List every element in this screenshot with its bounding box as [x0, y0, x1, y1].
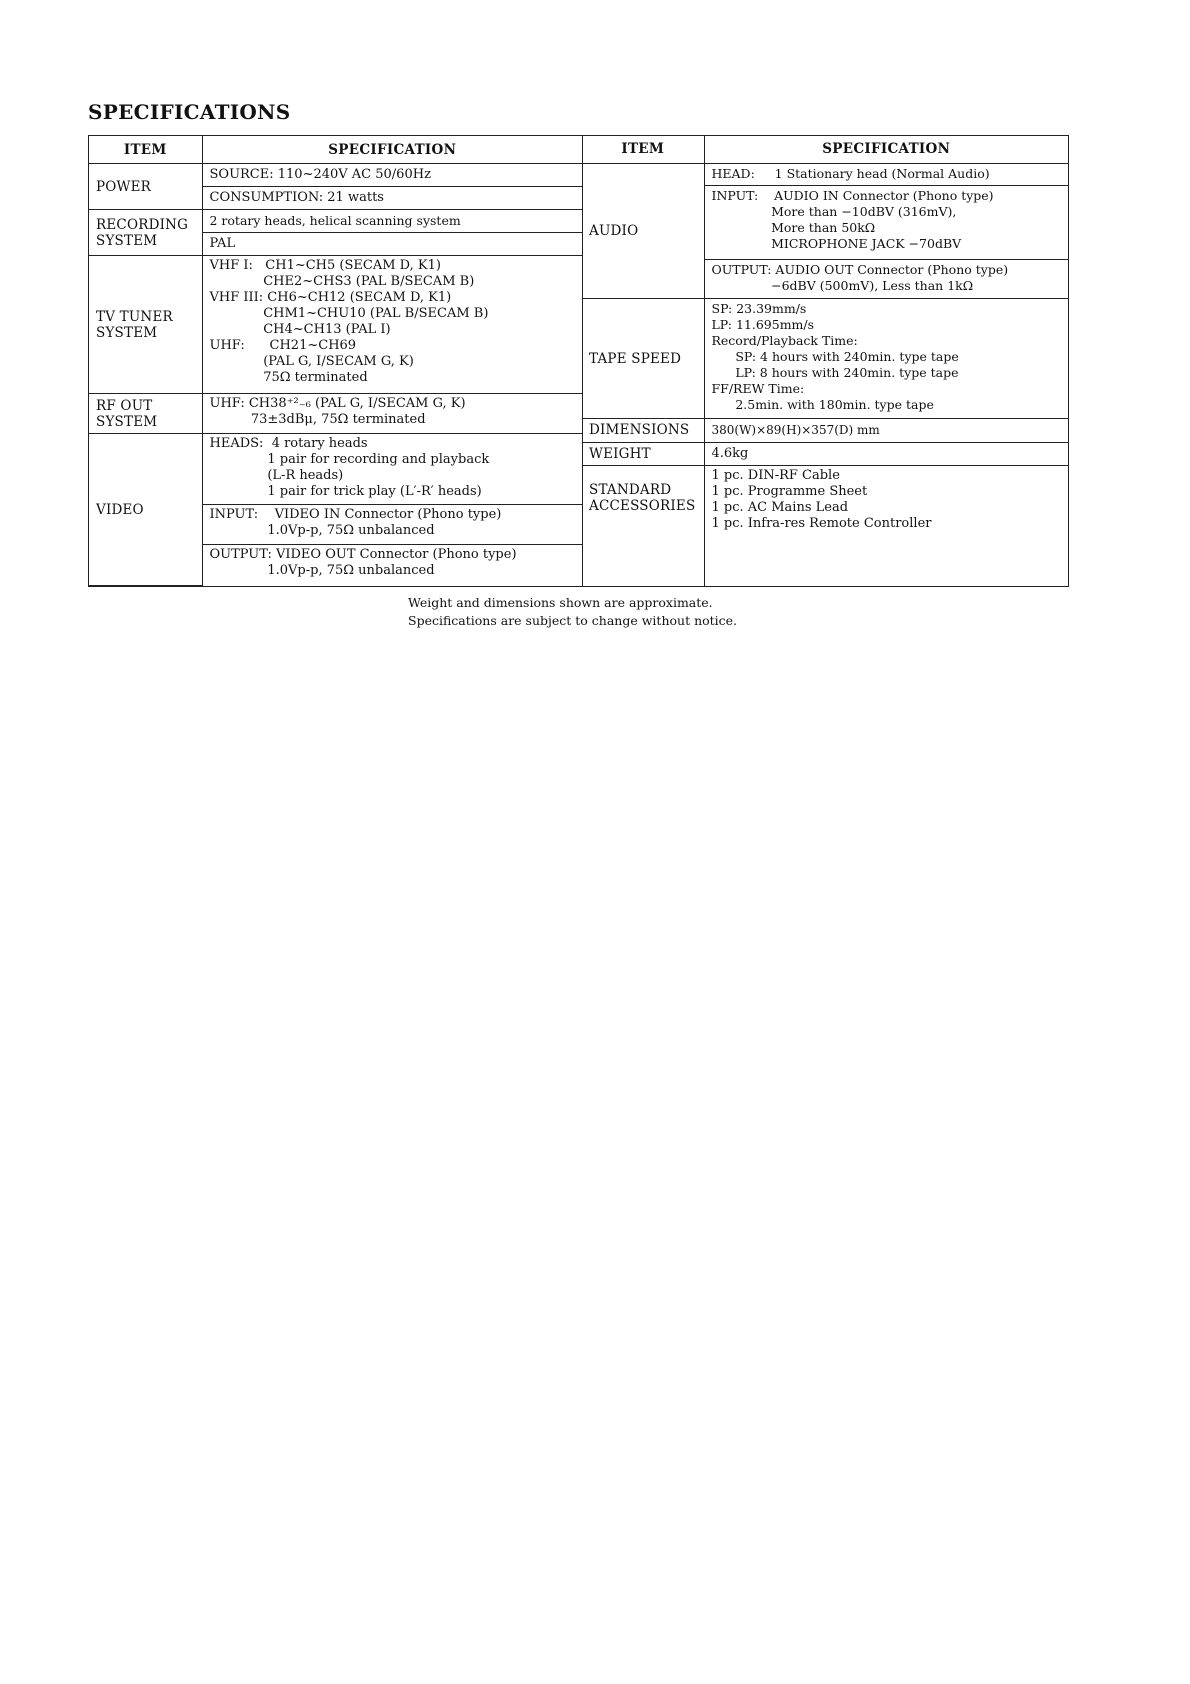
power-source-spec: SOURCE: 110~240V AC 50/60Hz — [202, 164, 582, 187]
weight-item: WEIGHT — [582, 442, 704, 466]
table-row — [582, 466, 1068, 586]
table-row — [582, 442, 1068, 466]
right-spec-column — [582, 136, 1068, 586]
power-item: POWER — [89, 164, 202, 210]
footnote-weight: Weight and dimensions shown are approximate. — [408, 595, 713, 610]
power-consumption-spec: CONSUMPTION: 21 watts — [202, 187, 582, 210]
rf-out-spec: UHF: CH38⁺²₋₆ (PAL G, I/SECAM G, K) 73±3dBμ, 75Ω terminated — [202, 394, 582, 434]
recording-pal-spec: PAL — [202, 233, 582, 256]
video-input-spec: INPUT: VIDEO IN Connector (Phono type) 1.0Vp-p, 75Ω unbalanced — [202, 505, 582, 545]
rf-out-item: RF OUT SYSTEM — [89, 394, 202, 434]
table-row — [89, 394, 582, 434]
tv-tuner-item: TV TUNER SYSTEM — [89, 256, 202, 394]
specification-header: SPECIFICATION — [202, 136, 582, 164]
tv-tuner-spec: VHF I: CH1~CH5 (SECAM D, K1) CHE2~CHS3 (PAL B/SECAM B) VHF III: CH6~CH12 (SECAM D, K1) CHM1~CHU10 (PAL B/SECAM B) CH4~CH13 (PAL I) UHF: CH21~CH69 (PAL G, I/SECAM G, K) 75Ω terminated — [202, 256, 582, 394]
specifications-table — [88, 135, 1069, 587]
standard-accessories-spec: 1 pc. DIN-RF Cable 1 pc. Programme Sheet 1 pc. AC Mains Lead 1 pc. Infra-res Remote Controller — [704, 466, 1068, 586]
specification-header: SPECIFICATION — [704, 136, 1068, 163]
table-row — [582, 299, 1068, 419]
item-header: ITEM — [89, 136, 202, 164]
video-output-spec: OUTPUT: VIDEO OUT Connector (Phono type) 1.0Vp-p, 75Ω unbalanced — [202, 545, 582, 586]
footnote-specifications: Specifications are subject to change without notice. — [408, 613, 738, 628]
page-title: SPECIFICATIONS — [88, 100, 291, 124]
video-heads-spec: HEADS: 4 rotary heads 1 pair for recording and playback (L-R heads) 1 pair for trick play (L′-R′ heads) — [202, 434, 582, 505]
video-item: VIDEO — [89, 434, 202, 586]
table-row — [582, 163, 1068, 186]
left-spec-column — [89, 136, 583, 586]
item-header: ITEM — [582, 136, 704, 163]
dimensions-spec: 380(W)×89(H)×357(D) mm — [704, 419, 1068, 443]
table-row — [89, 164, 582, 187]
recording-system-item: RECORDING SYSTEM — [89, 210, 202, 256]
table-row — [89, 434, 582, 505]
recording-heads-spec: 2 rotary heads, helical scanning system — [202, 210, 582, 233]
standard-accessories-item: STANDARD ACCESSORIES — [582, 466, 704, 586]
dimensions-item: DIMENSIONS — [582, 419, 704, 443]
weight-spec: 4.6kg — [704, 442, 1068, 466]
audio-input-spec: INPUT: AUDIO IN Connector (Phono type) More than −10dBV (316mV), More than 50kΩ MICROPHONE JACK −70dBV — [704, 186, 1068, 260]
audio-head-spec: HEAD: 1 Stationary head (Normal Audio) — [704, 163, 1068, 186]
audio-item: AUDIO — [582, 163, 704, 298]
audio-output-spec: OUTPUT: AUDIO OUT Connector (Phono type) −6dBV (500mV), Less than 1kΩ — [704, 260, 1068, 299]
footnotes — [408, 594, 737, 630]
tape-speed-item: TAPE SPEED — [582, 299, 704, 419]
tape-speed-spec: SP: 23.39mm/s LP: 11.695mm/s Record/Playback Time: SP: 4 hours with 240min. type tape LP: 8 hours with 240min. type tape FF/REW Time: 2.5min. with 180min. type tape — [704, 299, 1068, 419]
table-row — [89, 256, 582, 394]
table-row — [89, 210, 582, 233]
table-row — [582, 419, 1068, 443]
